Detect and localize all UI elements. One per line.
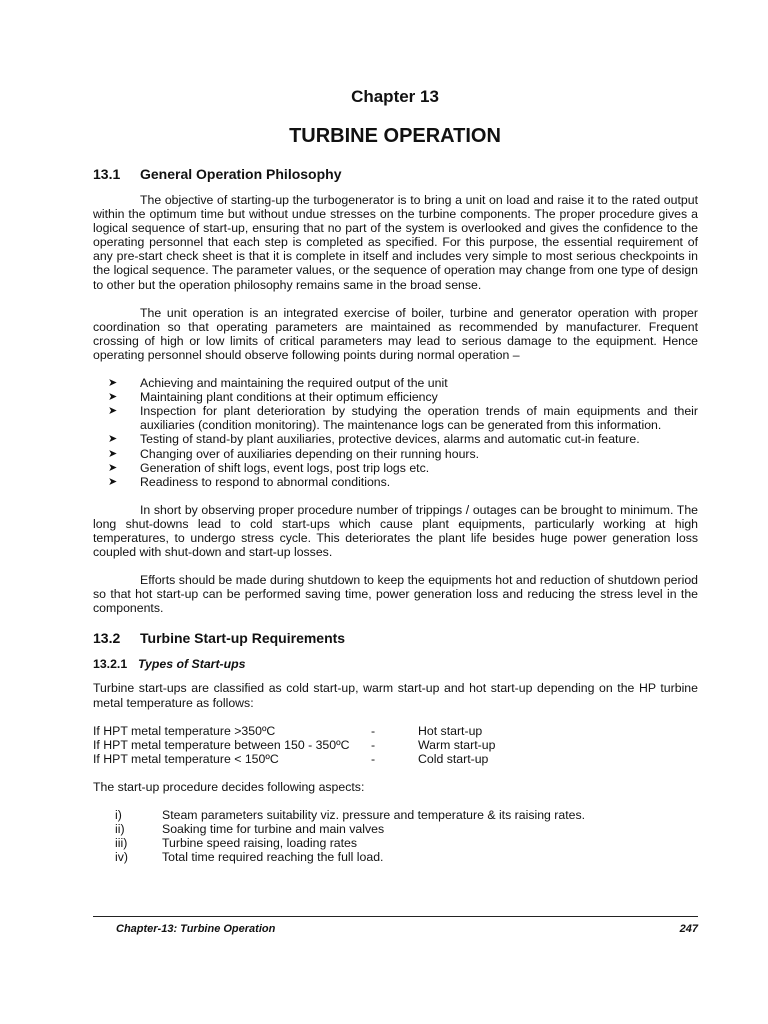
list-item [93, 432, 698, 446]
section-heading-13-1 [93, 165, 698, 183]
section-title: General Operation Philosophy [140, 166, 342, 182]
page-content [93, 165, 698, 864]
arrow-bullet-icon: ➤ [108, 433, 118, 446]
section-number: 13.1 [93, 166, 121, 182]
startup-type: Warm start-up [418, 737, 496, 752]
list-item-text: Soaking time for turbine and main valves [162, 822, 385, 837]
list-item [93, 836, 698, 850]
list-item [93, 404, 698, 432]
paragraph-unit-operation: The unit operation is an integrated exercise of boiler, turbine and generator operation with proper coordination so that operating parameters are maintained as recommended by manufacturer. Frequent crossing of high or low limits of critical parameters may lead to serious damage to the equipment. Hence operating personnel should observe following points during normal operation – [93, 305, 698, 362]
list-item [93, 461, 698, 475]
startup-type: Cold start-up [418, 751, 489, 766]
list-item [93, 390, 698, 404]
chapter-label: Chapter 13 [351, 87, 439, 106]
table-row [93, 738, 698, 752]
chapter-title: TURBINE OPERATION [289, 125, 501, 147]
list-item-text: Readiness to respond to abnormal conditions. [140, 474, 391, 489]
list-item [93, 822, 698, 836]
list-item-text: Total time required reaching the full load. [162, 850, 384, 865]
page-number: 247 [679, 923, 698, 935]
section-title: Turbine Start-up Requirements [140, 630, 346, 647]
list-item-text: Steam parameters suitability viz. pressure and temperature & its raising rates. [162, 808, 586, 822]
paragraph-shutdown-efforts: Efforts should be made during shutdown to keep the equipments hot and reduction of shutdown period so that hot start-up can be performed saving time, power generation loss and reducing the stress level in the components. [93, 573, 698, 616]
list-marker: i) [115, 808, 122, 822]
table-row [93, 724, 698, 738]
paragraph-trippings: In short by observing proper procedure number of trippings / outages can be brought to minimum. The long shut-downs lead to cold start-ups which cause plant equipments, particularly working at high temperatures, to undergo stress cycle. This deteriorates the plant life besides huge power generation loss coupled with shut-down and start-up losses. [93, 502, 698, 560]
list-item-text: Achieving and maintaining the required output of the unit [140, 376, 448, 391]
list-item [93, 475, 698, 489]
temperature-condition: If HPT metal temperature >350ºC [93, 723, 276, 738]
separator-dash: - [371, 737, 376, 752]
table-row [93, 752, 698, 766]
startup-aspects-list [93, 808, 698, 864]
arrow-bullet-icon: ➤ [108, 475, 118, 488]
list-marker: iii) [115, 836, 128, 851]
temperature-condition: If HPT metal temperature < 150ºC [93, 751, 279, 766]
list-item-text: Generation of shift logs, event logs, post trip logs etc. [140, 460, 430, 475]
paragraph-startup-classification: Turbine start-ups are classified as cold start-up, warm start-up and hot start-up depending on the HP turbine metal temperature as follows: [93, 681, 698, 710]
arrow-bullet-icon: ➤ [108, 377, 118, 390]
list-marker: iv) [115, 850, 128, 865]
list-item [93, 850, 698, 864]
arrow-bullet-icon: ➤ [108, 391, 118, 404]
separator-dash: - [371, 723, 376, 738]
separator-dash: - [371, 751, 376, 766]
list-item [93, 376, 698, 390]
startup-temperature-table [93, 724, 698, 766]
arrow-bullet-icon: ➤ [108, 461, 118, 474]
subsection-number: 13.2.1 [93, 657, 128, 672]
footer-chapter-title: Chapter-13: Turbine Operation [116, 923, 276, 935]
paragraph-objective: The objective of starting-up the turbogenerator is to bring a unit on load and raise it to the rated output within the optimum time but without undue stresses on the turbine components. The proper procedure gives a logical sequence of start-up, ensuring that no part of the system is overlooked and gives the confidence to the operating personnel that each step is completed as specified. For this purpose, the essential requirement of any pre-start check sheet is that it is complete in itself and includes very simple to most serious checkpoints in the logical sequence. The parameter values, or the sequence of operation may change from one type of design to other but the operation philosophy remains same in the broad sense. [93, 193, 698, 292]
subsection-heading-13-2-1 [93, 657, 698, 671]
list-item [93, 447, 698, 461]
subsection-title: Types of Start-ups [138, 657, 246, 672]
list-item [93, 808, 698, 822]
list-item-text: Maintaining plant conditions at their optimum efficiency [140, 390, 438, 405]
list-item-text: Changing over of auxiliaries depending on their running hours. [140, 446, 480, 461]
arrow-bullet-icon: ➤ [108, 405, 118, 418]
footer-divider [93, 916, 698, 917]
list-item-text: Testing of stand-by plant auxiliaries, protective devices, alarms and automatic cut-in feature. [140, 432, 640, 447]
list-item-text: Inspection for plant deterioration by studying the operation trends of main equipments and their auxiliaries (condition monitoring). The maintenance logs can be generated from this information. [140, 404, 698, 433]
temperature-condition: If HPT metal temperature between 150 - 350ºC [93, 737, 350, 752]
section-number: 13.2 [93, 630, 121, 647]
list-marker: ii) [115, 822, 125, 837]
startup-type: Hot start-up [418, 723, 483, 738]
operation-points-list [93, 376, 698, 489]
paragraph-aspects-intro: The start-up procedure decides following aspects: [93, 779, 365, 794]
section-heading-13-2 [93, 629, 698, 647]
list-item-text: Turbine speed raising, loading rates [162, 836, 358, 851]
arrow-bullet-icon: ➤ [108, 447, 118, 460]
